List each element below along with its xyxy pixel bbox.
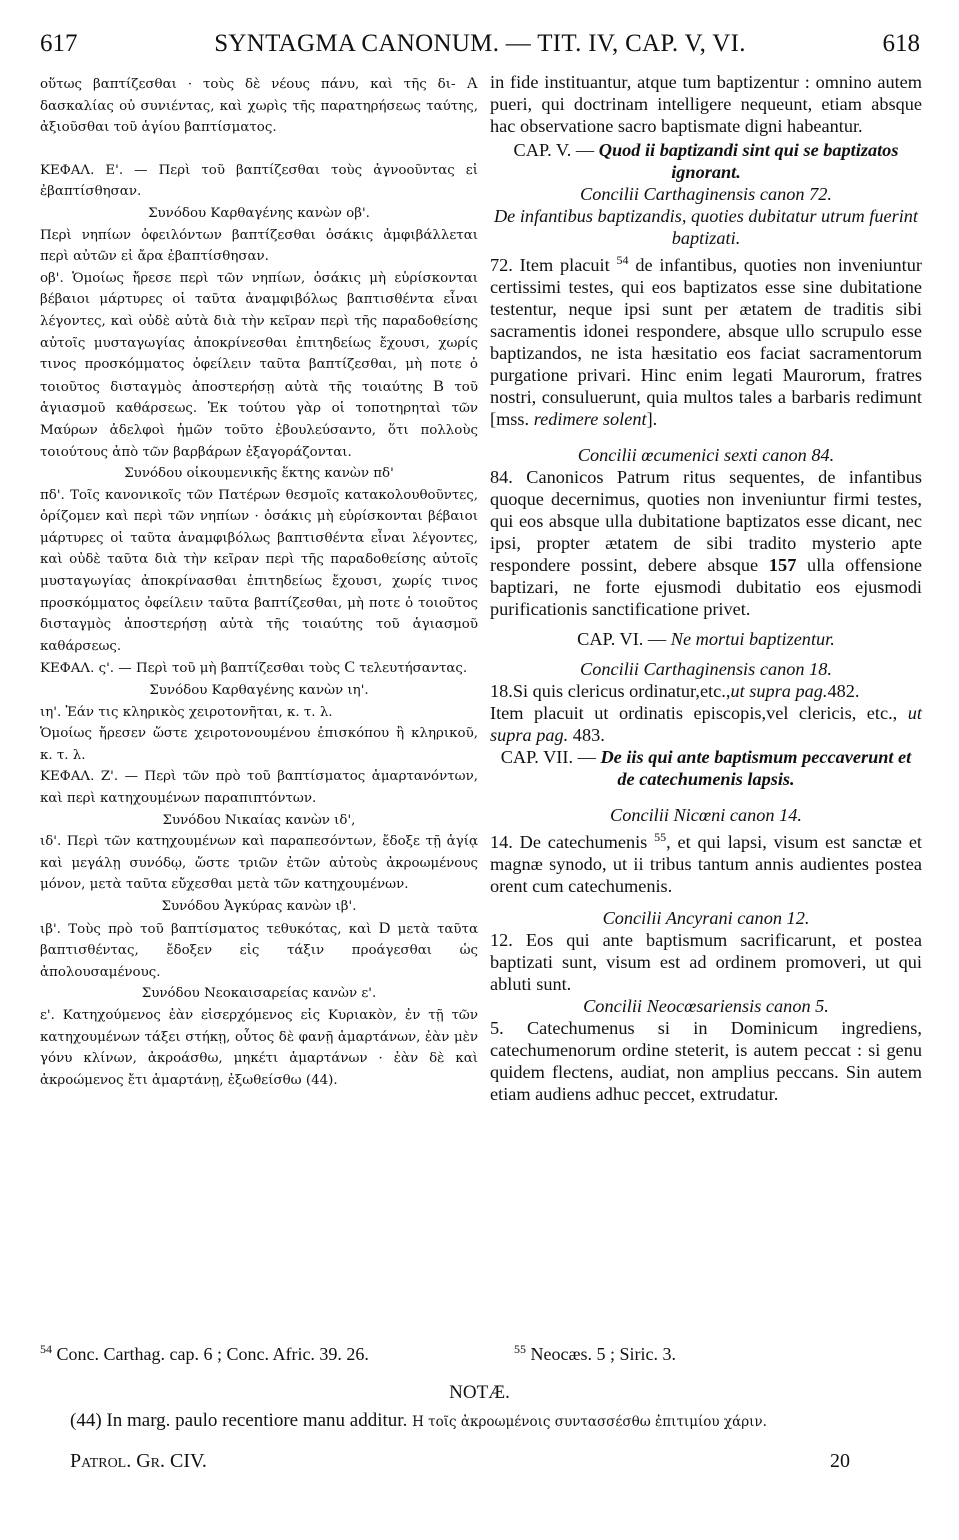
latin-paragraph: 18.Si quis clericus ordinatur,etc.,ut supra pag.482. [490,681,860,702]
footnote-ref-55: 55 [654,830,667,845]
footnote-54: $^{54}$ Conc. Carthag. cap. 6 ; Conc. Afric. 39. 26. [40,1342,369,1364]
running-title: SYNTAGMA CANONUM. — TIT. IV, CAP. V, VI. [214,30,746,57]
greek-chapter-heading: ΚΕΦΑΛ. Ζ'. — Περὶ τῶν πρὸ τοῦ βαπτίσματος ἁμαρτανόντων, καὶ περὶ κατηχουμένων παραπιπτόντων. [40,769,478,806]
latin-paragraph: in fide instituantur, atque tum baptizentur : omnino autem pueri, qui doctrinam intelligere nequeunt, etiam absque hac observatione sacro baptismate digni habeantur. [490,72,922,136]
latin-rubric: De infantibus baptizandis, quoties dubitatur utrum fuerint baptizati. [493,206,919,248]
note-44: (44) In marg. paulo recentiore manu additur. Η τοῖς ἀκροωμένοις συντασσέσθω ἐπιτιμίου χάριν. [70,1410,767,1431]
greek-synod-heading: Συνόδου Νεοκαισαρείας κανὼν ε'. [141,986,377,1002]
greek-paragraph: ε'. Κατηχούμενος ἐὰν εἰσερχόμενος εἰς Κυριακὸν, ἐν τῇ τῶν κατηχουμένων τάξει στήκῃ, οὗτος δὲ φανῇ ἁμαρτάνων, ἐὰν μὲν γόνυ κλίνων, ἀκροάσθω, μηκέτι ἁμαρτάνων · ἐὰν δὲ καὶ ἀκροώμενος ἔτι ἁμαρτάνῃ, ἐξωθείσθω (44). [40,1007,478,1088]
greek-synod-heading: Συνόδου Καρθαγένης κανὼν ιη'. [149,683,369,699]
latin-chapter-heading: CAP. VI. — Ne mortui baptizentur. [577,629,835,650]
latin-council-heading: Concilii Carthaginensis canon 72. [580,184,832,204]
greek-paragraph: οβ'. Ὁμοίως ἤρεσε περὶ τῶν νηπίων, ὁσάκις μὴ εὑρίσκονται βέβαιοι μάρτυρες οἱ ταῦτα ἀναμφιβόλως βαπτισθέντα εἶναι λέγοντες, καὶ οὐδὲ αὐτὰ διὰ τὴν κεῖραν περὶ τῆς παραδοθείσης αὐτοῖς μυσταγωγίας ἀποκρίνεσθαι ἐπιτηδείως ἔχουσι, χωρίς τινος προσκόμματος ὀφείλειν ταῦτα βαπτίζεσθαι, μὴ ποτε ὁ τοιοῦτος δισταγμὸς ἀποστερήσῃ αὐτὰ τῆς τοιαύτης B τοῦ ἁγιασμοῦ καθάρσεως. Ἐκ τούτου γὰρ οἱ τοποτηρηταὶ τῶν Μαύρων ἀδελφοὶ ἡμῶν τοῦτο ἐβουλεύσαντο, ὅτι πολλοὺς τοιούτους ἀπὸ τῶν βαρβάρων ἐξαγοράζονται. [40,270,478,460]
margin-marker-a: A [466,75,478,92]
greek-synod-heading: Συνόδου Ἀγκύρας κανὼν ιβ'. [161,898,357,914]
latin-council-heading: Concilii Ancyrani canon 12. [602,908,810,929]
greek-paragraph: οὕτως βαπτίζεσθαι · τοὺς δὲ νέους πάνυ, καὶ τῆς δι- A δασκαλίας οὐ συνιέντας, καὶ χωρὶς τῆς παρατηρήσεως ταύτης, ἀξιοῦσθαι τοῦ ἁγίου βαπτίσματος. [40,75,478,136]
latin-council-heading: Concilii Neocœsariensis canon 5. [583,996,829,1017]
column-number: 157 [768,555,797,576]
greek-chapter-heading: ΚΕΦΑΛ. Ε'. — Περὶ τοῦ βαπτίζεσθαι τοὺς ἀγνοοῦντας εἰ ἐβαπτίσθησαν. [40,162,478,200]
latin-paragraph: 84. Canonicos Patrum ritus sequentes, de infantibus quoque decernimus, quoties non inveniuntur firmi testes, qui eos absque ulla dubitatione baptizatos esse dicant, nec ipsi, propter ætatem de sibi tradito mysterio apte respondere possint, debere absque 157 ulla offensione baptizari, ne forte ejusmodi dubitatio eos ejusmodi purificationis sanctificatione privet. [490,467,922,620]
page-footer [70,1450,850,1480]
footer-volume: Patrol. Gr. CIV. [70,1450,207,1472]
latin-chapter-heading: CAP. VII. — De iis qui ante baptismum peccaverunt et de catechumenis lapsis. [500,747,912,790]
latin-paragraph: 72. Item placuit $^{54}$ de infantibus, quoties non inveniuntur certissimi testes, qui eos baptizatos esse sine dubitatione testentur, neque ipsi sunt per ætatem de traditis sibi sacramentis idonei respondere, absque ullo scrupulo esse baptizandos, ne ista hæsitatio eos faciat sacramentorum purgatione privari. Hinc enim legati Maurorum, fratres nostri, consuluerunt, quia multos tales a barbaris redimunt [mss. redimere solent]. [490,253,922,430]
greek-column [40,73,478,1091]
greek-synod-heading: Συνόδου οἰκουμενικῆς ἕκτης κανὼν πδ' [124,466,394,482]
latin-chapter-heading: CAP. V. — Quod ii baptizandi sint qui se baptizatos ignorant. [513,140,899,182]
greek-paragraph: ιδ'. Περὶ τῶν κατηχουμένων καὶ παραπεσόντων, ἔδοξε τῇ ἁγίᾳ καὶ μεγάλῃ συνόδῳ, ὥστε τριῶν ἐτῶν αὐτοὺς ἀκροωμένους μόνον, μετὰ ταῦτα εὔχεσθαι μετὰ τῶν κατηχουμένων. [40,834,478,893]
margin-marker-c: C [344,659,356,677]
latin-paragraph: 14. De catechumenis $^{55}$, et qui lapsi, visum est sanctæ et magnæ synodo, ut ii tribus tantum annis audientes postea orent cum catechumenis. [490,830,923,897]
latin-paragraph: Item placuit ut ordinatis episcopis,vel clericis, etc., ut supra pag. 483. [490,703,922,746]
notes-heading: NOTÆ. [449,1382,510,1403]
footer-signature: 20 [830,1450,850,1472]
latin-council-heading: Concilii Carthaginensis canon 18. [580,659,832,680]
greek-chapter-heading: ΚΕΦΑΛ. ς'. — Περὶ τοῦ μὴ βαπτίζεσθαι τοὺς C τελευτήσαντας. [40,659,468,677]
page-number-right: 618 [882,30,920,57]
footnote-55: $^{55}$ Neocæs. 5 ; Siric. 3. [514,1342,676,1364]
margin-marker-b: B [433,377,444,395]
greek-synod-heading: Συνόδου Καρθαγένης κανὼν οβ'. [148,205,370,221]
greek-paragraph: Ὁμοίως ἤρεσεν ὥστε χειροτονουμένου ἐπισκόπου ἢ κληρικοῦ, κ. τ. λ. [40,726,478,763]
greek-synod-heading: Συνόδου Νικαίας κανὼν ιδ', [162,812,356,828]
margin-marker-d: D [378,919,391,937]
latin-paragraph: 5. Catechumenus si in Dominicum ingrediens, catechumenorum ordine steterit, is autem peccat : si genu quidem flectens, audiat, non amplius peccans. Sin autem etiam audiens adhuc peccet, extrudatur. [490,1018,922,1105]
greek-paragraph: ιβ'. Τοὺς πρὸ τοῦ βαπτίσματος τεθυκότας, καὶ D μετὰ ταῦτα βαπτισθέντας, ἔδοξεν εἰς τάξιν προάγεσθαι ὡς ἀπολουσαμένους. [40,919,478,980]
greek-paragraph: πδ'. Τοῖς κανονικοῖς τῶν Πατέρων θεσμοῖς κατακολουθοῦντες, ὁρίζομεν καὶ περὶ τῶν νηπίων · ὁσάκις μὴ εὑρίσκονται βέβαιοι μάρτυρες οἱ ταῦτα ἀναμφιβόλως βαπτισθέντα εἶναι λέγοντες, καὶ οὐδὲ ταῦτα διὰ τὴν κεῖραν περὶ τῆς παραδοθείσης αὐτοῖς μυσταγωγίας ἀποκρίνασθαι ἐπιτηδείως ἔχουσι, χωρίς τινος προσκόμματος ὀφείλειν ταῦτα βαπτίζεσθαι, μὴ ποτε ὁ τοιοῦτος δισταγμὸς ἀποστερήσῃ αὐτὰ τῆς τοιαύτης τοῦ ἁγιασμοῦ καθάρσεως. [40,487,478,654]
footnote-ref-54: 54 [616,253,629,267]
footnotes [40,1342,920,1368]
greek-rubric: Περὶ νηπίων ὀφειλόντων βαπτίζεσθαι ὁσάκις ἀμφιβάλλεται περὶ αὐτῶν εἰ ἄρα ἐβαπτίσθησαν. [40,227,478,265]
latin-column [490,71,922,1105]
latin-council-heading: Concilii Nicœni canon 14. [610,805,802,826]
latin-paragraph: 12. Eos qui ante baptismum sacrificarunt, et postea baptizati sunt, visum est ad ordinem promoveri, ut qui abluti sunt. [490,930,922,995]
greek-paragraph: ιη'. Ἐάν τις κληρικὸς χειροτονῆται, κ. τ. λ. [40,704,333,720]
latin-council-heading: Concilii œcumenici sexti canon 84. [577,445,835,466]
running-header [40,30,920,70]
page-number-left: 617 [40,30,78,57]
